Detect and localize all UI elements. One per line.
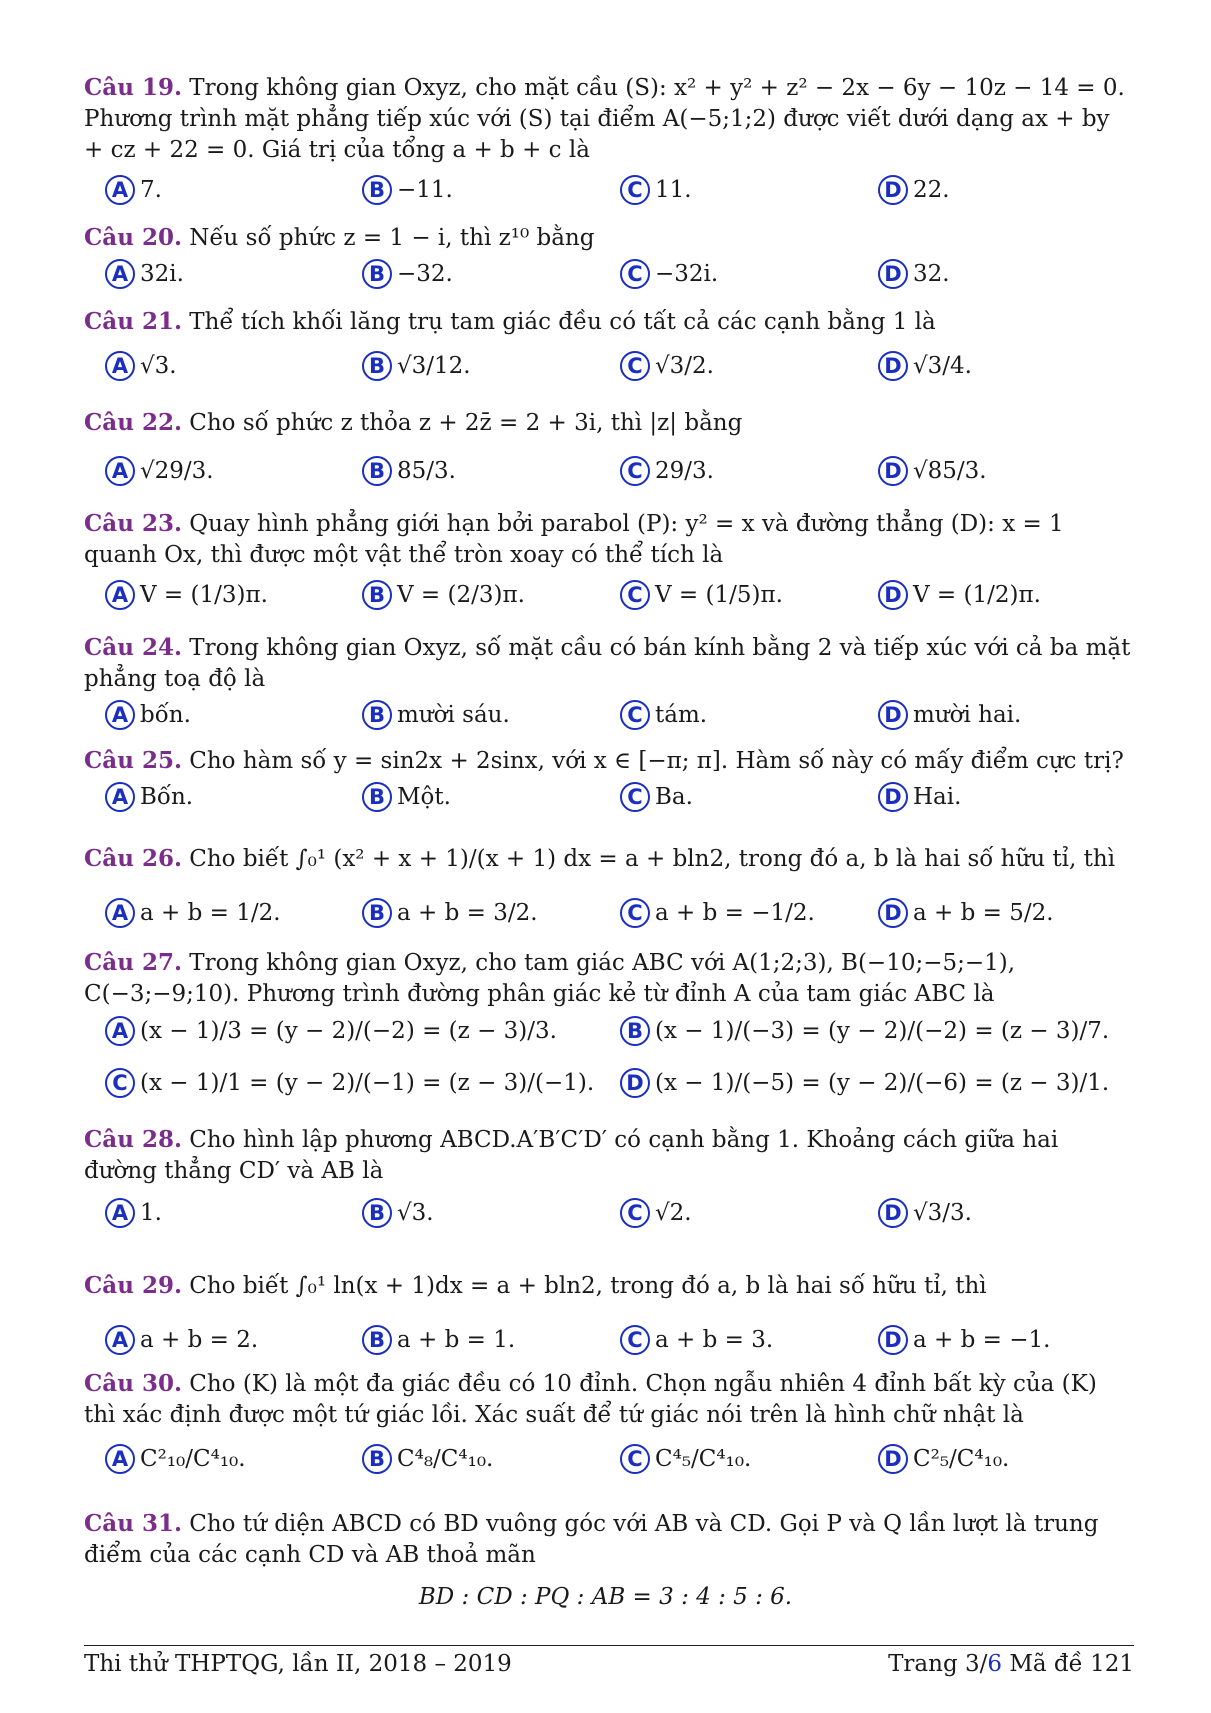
question-label: Câu 30. <box>84 1370 182 1397</box>
option-letter: D <box>878 1325 908 1355</box>
option-letter: D <box>878 351 908 381</box>
option-d[interactable] <box>878 580 1041 610</box>
footer-page-info <box>888 1651 1134 1677</box>
option-text: (x − 1)/1 = (y − 2)/(−1) = (z − 3)/(−1). <box>140 1070 595 1096</box>
question-label: Câu 20. <box>84 224 182 251</box>
option-c[interactable] <box>620 782 693 812</box>
option-b[interactable] <box>362 898 538 928</box>
question-22 <box>84 407 1134 439</box>
option-b[interactable] <box>362 1325 515 1355</box>
option-letter: C <box>620 700 650 730</box>
option-d[interactable] <box>878 351 972 381</box>
option-text: C²₅/C⁴₁₀. <box>913 1446 1010 1472</box>
question-label: Câu 22. <box>84 409 182 436</box>
option-letter: B <box>362 175 392 205</box>
question-26 <box>84 843 1134 875</box>
question-text: Quay hình phẳng giới hạn bởi parabol (P): y² = x và đường thẳng (D): x = 1 quanh Ox, thì được một vật thể tròn xoay có thể tích là <box>84 511 1064 568</box>
option-d[interactable] <box>878 1444 1009 1474</box>
option-text: 85/3. <box>397 458 456 484</box>
question-text: Cho hàm số y = sin2x + 2sinx, với x ∈ [−π; π]. Hàm số này có mấy điểm cực trị? <box>189 748 1124 774</box>
option-text: 32. <box>913 261 950 287</box>
option-letter: C <box>620 580 650 610</box>
question-label: Câu 21. <box>84 308 182 335</box>
option-text: (x − 1)/3 = (y − 2)/(−2) = (z − 3)/3. <box>140 1018 557 1044</box>
footer-exam-title: Thi thử THPTQG, lần II, 2018 – 2019 <box>84 1651 512 1677</box>
option-letter: A <box>105 580 135 610</box>
option-c[interactable] <box>620 580 783 610</box>
question-text: Trong không gian Oxyz, cho mặt cầu (S): x² + y² + z² − 2x − 6y − 10z − 14 = 0. Phương trình mặt phẳng tiếp xúc với (S) tại điểm A(−5;1;2) được viết dưới dạng ax + by + cz + 22 = 0. Giá trị của tổng a + b + c là <box>84 75 1125 163</box>
option-text: C⁴₈/C⁴₁₀. <box>397 1446 494 1472</box>
option-c[interactable] <box>620 1444 751 1474</box>
question-label: Câu 24. <box>84 634 182 661</box>
option-text: Bốn. <box>140 784 194 810</box>
option-text: √29/3. <box>140 458 214 484</box>
option-text: 1. <box>140 1200 162 1226</box>
option-d[interactable] <box>878 782 961 812</box>
option-a[interactable] <box>105 259 184 289</box>
page-total-link[interactable]: 6 <box>987 1651 1003 1677</box>
option-letter: D <box>878 700 908 730</box>
option-letter: A <box>105 782 135 812</box>
option-letter: A <box>105 1325 135 1355</box>
option-letter: A <box>105 351 135 381</box>
option-letter: A <box>105 456 135 486</box>
question-label: Câu 31. <box>84 1510 182 1537</box>
option-text: −32i. <box>655 261 719 287</box>
option-letter: B <box>362 456 392 486</box>
option-c[interactable] <box>620 1325 773 1355</box>
option-text: V = (2/3)π. <box>397 582 525 608</box>
option-d[interactable] <box>878 456 987 486</box>
option-a[interactable] <box>105 175 162 205</box>
option-text: √3. <box>140 353 177 379</box>
option-a[interactable] <box>105 1444 246 1474</box>
option-letter: B <box>362 259 392 289</box>
option-text: mười sáu. <box>397 702 510 728</box>
option-letter: C <box>105 1068 135 1098</box>
option-text: (x − 1)/(−3) = (y − 2)/(−2) = (z − 3)/7. <box>655 1018 1110 1044</box>
question-text: Trong không gian Oxyz, cho tam giác ABC với A(1;2;3), B(−10;−5;−1), C(−3;−9;10). Phương trình đường phân giác kẻ từ đỉnh A của tam giác ABC là <box>84 950 1016 1007</box>
option-text: C⁴₅/C⁴₁₀. <box>655 1446 752 1472</box>
question-20 <box>84 222 1134 254</box>
question-23 <box>84 508 1134 571</box>
footer-divider <box>84 1645 1134 1646</box>
option-a[interactable] <box>105 580 268 610</box>
option-text: a + b = −1/2. <box>655 900 815 926</box>
option-text: C²₁₀/C⁴₁₀. <box>140 1446 246 1472</box>
option-letter: D <box>878 456 908 486</box>
option-text: a + b = 5/2. <box>913 900 1054 926</box>
option-c[interactable] <box>620 175 692 205</box>
option-a[interactable] <box>105 1016 557 1046</box>
option-letter: D <box>878 175 908 205</box>
option-letter: C <box>620 259 650 289</box>
option-letter: C <box>620 456 650 486</box>
question-19 <box>84 72 1134 166</box>
option-letter: A <box>105 1444 135 1474</box>
question-text: Thể tích khối lăng trụ tam giác đều có tất cả các cạnh bằng 1 là <box>189 309 936 335</box>
option-c[interactable] <box>620 259 718 289</box>
option-letter: B <box>362 782 392 812</box>
option-letter: C <box>620 898 650 928</box>
option-a[interactable] <box>105 1198 162 1228</box>
option-letter: C <box>620 175 650 205</box>
option-text: Một. <box>397 784 451 810</box>
option-letter: D <box>620 1068 650 1098</box>
option-letter: B <box>362 898 392 928</box>
question-text: Cho số phức z thỏa z + 2z̄ = 2 + 3i, thì |z| bằng <box>189 410 743 436</box>
option-a[interactable] <box>105 456 214 486</box>
option-d[interactable] <box>620 1068 1109 1098</box>
option-text: V = (1/2)π. <box>913 582 1041 608</box>
option-d[interactable] <box>878 1325 1050 1355</box>
option-letter: B <box>620 1016 650 1046</box>
option-text: √85/3. <box>913 458 987 484</box>
option-letter: B <box>362 1198 392 1228</box>
option-letter: A <box>105 700 135 730</box>
option-letter: D <box>878 259 908 289</box>
option-d[interactable] <box>878 175 950 205</box>
option-text: √3/12. <box>397 353 471 379</box>
option-text: a + b = 1/2. <box>140 900 281 926</box>
question-31 <box>84 1508 1134 1571</box>
option-text: √2. <box>655 1200 692 1226</box>
option-b[interactable] <box>362 259 453 289</box>
option-letter: D <box>878 782 908 812</box>
question-29 <box>84 1270 1134 1302</box>
option-a[interactable] <box>105 1325 258 1355</box>
option-text: a + b = −1. <box>913 1327 1051 1353</box>
question-30 <box>84 1368 1134 1431</box>
option-text: √3. <box>397 1200 434 1226</box>
option-text: 29/3. <box>655 458 714 484</box>
option-text: −11. <box>397 177 453 203</box>
option-letter: C <box>620 351 650 381</box>
option-c[interactable] <box>620 1198 692 1228</box>
option-text: √3/4. <box>913 353 972 379</box>
question-text: Cho (K) là một đa giác đều có 10 đỉnh. Chọn ngẫu nhiên 4 đỉnh bất kỳ của (K) thì xác định được một tứ giác lồi. Xác suất để tứ giác nói trên là hình chữ nhật là <box>84 1371 1097 1428</box>
option-text: bốn. <box>140 702 191 728</box>
option-letter: D <box>878 1198 908 1228</box>
option-letter: C <box>620 1198 650 1228</box>
option-b[interactable] <box>362 351 471 381</box>
option-c[interactable] <box>620 898 815 928</box>
question-27 <box>84 947 1134 1010</box>
option-text: −32. <box>397 261 453 287</box>
option-letter: B <box>362 700 392 730</box>
option-b[interactable] <box>362 1198 434 1228</box>
option-text: mười hai. <box>913 702 1022 728</box>
option-a[interactable] <box>105 700 191 730</box>
option-letter: A <box>105 898 135 928</box>
option-text: 7. <box>140 177 162 203</box>
option-d[interactable] <box>878 259 950 289</box>
question-label: Câu 28. <box>84 1126 182 1153</box>
option-text: tám. <box>655 702 708 728</box>
option-letter: D <box>878 898 908 928</box>
option-b[interactable] <box>362 1444 493 1474</box>
question-25 <box>84 745 1134 777</box>
option-letter: B <box>362 580 392 610</box>
option-b[interactable] <box>362 580 525 610</box>
question-text: Trong không gian Oxyz, số mặt cầu có bán kính bằng 2 và tiếp xúc với cả ba mặt phẳng toạ độ là <box>84 635 1131 692</box>
option-text: (x − 1)/(−5) = (y − 2)/(−6) = (z − 3)/1. <box>655 1070 1110 1096</box>
option-letter: C <box>620 782 650 812</box>
option-letter: D <box>878 580 908 610</box>
exam-code: Mã đề 121 <box>1009 1651 1134 1677</box>
question-text: Cho hình lập phương ABCD.A′B′C′D′ có cạnh bằng 1. Khoảng cách giữa hai đường thẳng CD′ và AB là <box>84 1127 1059 1184</box>
question-label: Câu 23. <box>84 510 182 537</box>
option-letter: A <box>105 1198 135 1228</box>
option-d[interactable] <box>878 1198 972 1228</box>
option-text: a + b = 3. <box>655 1327 774 1353</box>
option-a[interactable] <box>105 898 281 928</box>
option-letter: C <box>620 1325 650 1355</box>
option-letter: D <box>878 1444 908 1474</box>
option-text: a + b = 3/2. <box>397 900 538 926</box>
option-d[interactable] <box>878 898 1054 928</box>
option-text: √3/2. <box>655 353 714 379</box>
question-28 <box>84 1124 1134 1187</box>
option-b[interactable] <box>362 782 451 812</box>
option-text: 11. <box>655 177 692 203</box>
option-text: √3/3. <box>913 1200 972 1226</box>
option-c[interactable] <box>620 351 714 381</box>
question-label: Câu 25. <box>84 747 182 774</box>
option-text: a + b = 1. <box>397 1327 516 1353</box>
option-c[interactable] <box>105 1068 594 1098</box>
option-a[interactable] <box>105 782 193 812</box>
option-letter: A <box>105 259 135 289</box>
option-b[interactable] <box>362 456 456 486</box>
option-letter: A <box>105 1016 135 1046</box>
option-letter: B <box>362 1325 392 1355</box>
option-text: V = (1/3)π. <box>140 582 268 608</box>
q31-equation: BD : CD : PQ : AB = 3 : 4 : 5 : 6. <box>418 1584 793 1610</box>
question-text: Cho biết ∫₀¹ (x² + x + 1)/(x + 1) dx = a + bln2, trong đó a, b là hai số hữu tỉ, thì <box>189 846 1116 872</box>
page-label: Trang 3/ <box>888 1651 988 1677</box>
option-b[interactable] <box>362 700 510 730</box>
option-text: 22. <box>913 177 950 203</box>
option-a[interactable] <box>105 351 177 381</box>
option-letter: B <box>362 1444 392 1474</box>
question-text: Cho tứ diện ABCD có BD vuông góc với AB và CD. Gọi P và Q lần lượt là trung điểm của các cạnh CD và AB thoả mãn <box>84 1511 1099 1568</box>
option-letter: C <box>620 1444 650 1474</box>
option-text: Ba. <box>655 784 693 810</box>
question-label: Câu 19. <box>84 74 182 101</box>
option-text: V = (1/5)π. <box>655 582 783 608</box>
option-b[interactable] <box>362 175 453 205</box>
question-label: Câu 27. <box>84 949 182 976</box>
option-letter: B <box>362 351 392 381</box>
option-b[interactable] <box>620 1016 1109 1046</box>
option-c[interactable] <box>620 456 714 486</box>
question-text: Cho biết ∫₀¹ ln(x + 1)dx = a + bln2, trong đó a, b là hai số hữu tỉ, thì <box>189 1273 987 1299</box>
option-text: a + b = 2. <box>140 1327 259 1353</box>
question-24 <box>84 632 1134 695</box>
question-label: Câu 29. <box>84 1272 182 1299</box>
option-text: Hai. <box>913 784 962 810</box>
option-d[interactable] <box>878 700 1021 730</box>
option-letter: A <box>105 175 135 205</box>
option-text: 32i. <box>140 261 184 287</box>
question-label: Câu 26. <box>84 845 182 872</box>
question-text: Nếu số phức z = 1 − i, thì z¹⁰ bằng <box>189 225 595 251</box>
option-c[interactable] <box>620 700 707 730</box>
question-21 <box>84 306 1134 338</box>
